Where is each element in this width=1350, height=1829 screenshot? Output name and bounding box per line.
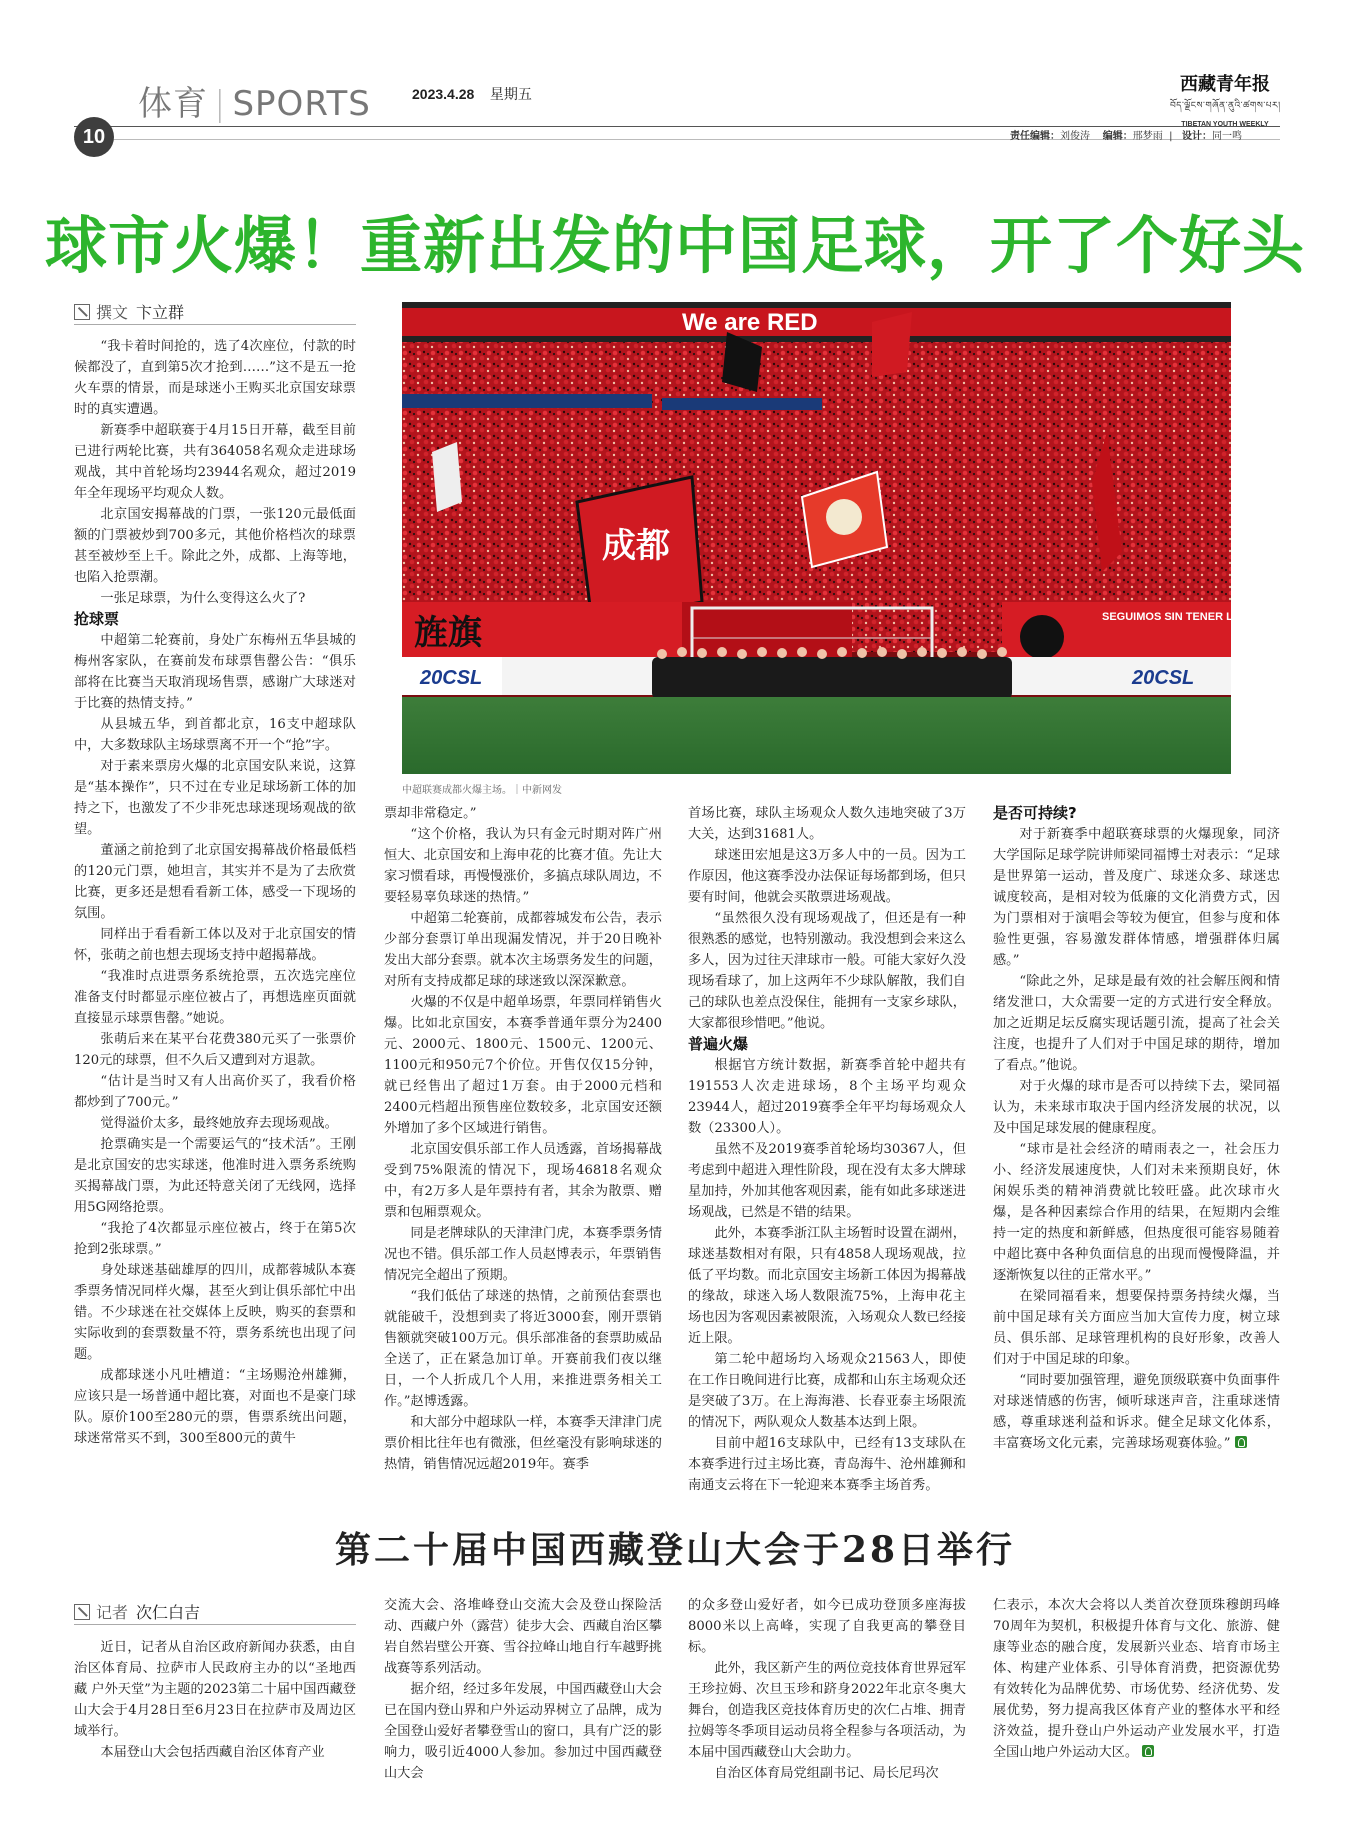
banner-text: We are RED [682,309,818,336]
paragraph: 对于新赛季中超联赛球票的火爆现象，同济大学国际足球学院讲师梁同福博士对表示：“足球是世界第一运动，普及度广、球迷众多、球迷忠诚度较高，是相对较为低廉的文化消费方式，因为门票相对于演唱会等较为便宜，但参与度和体验性更强，容易激发群体情感，增强群体归属感。” [993,827,1280,968]
paragraph: 中超第二轮赛前，身处广东梅州五华县城的梅州客家队，在赛前发布球票售罄公告：“俱乐部将在比赛当天取消现场售票，感谢广大球迷对于比赛的热情支持。” [74,633,356,711]
article2-column-3 [688,1595,966,1784]
paragraph: 本届登山大会包括西藏自治区体育产业 [100,1745,325,1760]
paper-name-cn: 西藏青年报 [1180,74,1270,95]
paragraph: “估计是当时又有人出高价买了，我看价格都炒到了700元。” [74,1074,356,1110]
byline-label: 撰文 [96,303,129,322]
byline [74,300,356,323]
paragraph: 张萌后来在某平台花费380元买了一张票价120元的球票，但不久后又遭到对方退款。 [74,1032,356,1068]
chief-editor-label: 责任编辑： [1010,131,1060,142]
paragraph: 和大部分中超球队一样，本赛季天津津门虎票价相比往年也有微涨，但丝毫没有影响球迷的热情，销售情况远超2019年。赛季 [384,1415,662,1472]
paragraph: 中超第二轮赛前，成都蓉城发布公告，表示少部分套票订单出现漏发情况，并于20日晚补发出大部分套票。就本次主场票务发生的问题，对所有支持成都足球的球迷致以深深歉意。 [384,911,662,989]
chief-editor: 刘俊涛 [1060,131,1090,142]
paragraph: 球迷田宏旭是这3万多人中的一员。因为工作原因，他这赛季没办法保证每场都到场，但只要有时间，他就会买散票进场观战。 [688,848,966,905]
section-title [138,76,371,125]
article-column-4 [993,803,1280,1454]
paragraph: 北京国安揭幕战的门票，一张120元最低面额的门票被炒到700多元，其他价格档次的球票甚至被炒至上千。除此之外，成都、上海等地，也陷入抢票潮。 [74,507,356,585]
banner-right-text: SEGUIMOS SIN TENER LA SANGRE FRÍA [1102,611,1320,623]
svg-text:旌旗: 旌旗 [414,613,482,653]
paragraph: 觉得溢价太多，最终她放弃去现场观战。 [100,1116,338,1131]
date: 2023.4.28 [412,86,475,102]
paragraph: 根据官方统计数据，新赛季首轮中超共有191553人次走进球场，8个主场平均观众23944人，超过2019赛季全年平均每场观众人数（23300人）。 [688,1058,966,1136]
section-en: SPORTS [232,84,371,124]
end-mark-icon [1235,1436,1247,1448]
end-mark-icon [1142,1745,1154,1757]
page-number: 10 [74,117,114,157]
byline-rule [74,324,356,325]
svg-text:成都: 成都 [602,526,670,566]
paragraph: 从县城五华，到首都北京，16支中超球队中，大多数球队主场球票离不开一个“抢”字。 [74,717,356,753]
article-column-3 [688,803,966,1496]
paragraph: 成都球迷小凡吐槽道：“主场赐沧州雄狮，应该只是一场普通中超比赛，对面也不是豪门球队。原价100至280元的票，售票系统出问题，球迷常常买不到，300至800元的黄牛 [74,1368,356,1446]
byline-name: 卞立群 [136,303,185,322]
paragraph-text: “同时要加强管理，避免顶级联赛中负面事件对球迷情感的伤害，倾听球迷声音，注重球迷情感，尊重球迷利益和诉求。健全足球文化体系，丰富赛场文化元素，完善球场观赛体验。” [993,1373,1280,1451]
paragraph: 在梁同福看来，想要保持票务持续火爆，当前中国足球有关方面应当加大宣传力度，树立球员、俱乐部、足球管理机构的良好形象，改善人们对于中国足球的印象。 [993,1289,1280,1367]
byline [74,1600,356,1623]
paragraph [993,1370,1280,1454]
paragraph: 北京国安俱乐部工作人员透露，首场揭幕战受到75%限流的情况下，现场46818名观众中，有2万多人是年票持有者，其余为散票、赠票和包厢票观众。 [384,1142,662,1220]
article2-column-1 [74,1637,356,1763]
paragraph: 火爆的不仅是中超单场票，年票同样销售火爆。比如北京国安，本赛季普通年票分为2400元、2000元、1800元、1500元、1200元、1100元和950元7个价位。开售仅仅15分钟，就已经售出了超过1万套。由于2000元档和2400元档超出预售座位数较多，北京国安还额外增加了多个区域进行销售。 [384,995,662,1136]
byline-label: 记者 [96,1603,129,1622]
byline-rule [74,1624,356,1625]
byline-name: 次仁白吉 [136,1603,201,1622]
paragraph: “虽然很久没有现场观战了，但还是有一种很熟悉的感觉，也特别激动。我没想到会来这么多人，因为过往天津球市一般。可能大家好久没现场看球了，加上这两年不少球队解散，我们自己的球队也差点没保住，能拥有一支家乡球队，大家都很珍惜吧。”他说。 [688,911,966,1031]
designer: 同一鸣 [1211,131,1242,142]
article2-headline: 第二十届中国西藏登山大会于28日举行 [334,1529,1016,1571]
masthead [1170,70,1280,128]
design-label: 设计： [1181,131,1212,142]
section-cn: 体育 [138,84,208,124]
paragraph: 的众多登山爱好者，如今已成功登顶多座海拔8000米以上高峰，实现了自我更高的攀登目标。 [688,1598,966,1655]
pen-icon [74,1604,90,1620]
paragraph: 据介绍，经过多年发展，中国西藏登山大会已在国内登山界和户外运动界树立了品牌，成为全国登山爱好者攀登雪山的窗口，具有广泛的影响力，吸引近4000人参加。参加过中国西藏登山大会 [384,1682,662,1781]
paragraph: 身处球迷基础雄厚的四川，成都蓉城队本赛季票务情况同样火爆，甚至火到让俱乐部忙中出错。不少球迷在社交媒体上反映，购买的套票和实际收到的套票数量不符，票务系统也出现了问题。 [74,1263,356,1362]
article2-column-2 [384,1595,662,1784]
subheading: 普遍火爆 [688,1035,749,1053]
paragraph: 此外，本赛季浙江队主场暂时设置在湖州，球迷基数相对有限，只有4858人现场观战，拉低了平均数。而北京国安主场新工体因为揭幕战的缘故，球迷入场人数限流75%，上海申花主场也因为客观因素被限流，入场观众人数已经接近上限。 [688,1226,966,1346]
article-column-1 [74,336,356,1449]
paper-name-tib: བོད་ལྗོངས་གཞོན་ནུའི་ཚགས་པར། [1170,101,1281,111]
paragraph: 首场比赛，球队主场观众人数久违地突破了3万大关，达到31681人。 [688,806,966,842]
paragraph: 董涵之前抢到了北京国安揭幕战价格最低档的120元门票，她坦言，其实并不是为了去欣赏比赛，更多还是想看看新工体，感受一下现场的氛围。 [74,843,356,921]
article2-column-4 [993,1595,1280,1763]
paragraph: 一张足球票，为什么变得这么火了? [100,591,306,606]
article-headline: 球市火爆！重新出发的中国足球，开了个好头 [44,209,1305,282]
paragraph: 第二轮中超场均入场观众21563人，即使在工作日晚间进行比赛，成都和山东主场观众还是突破了3万。在上海海港、长春亚泰主场限流的情况下，两队观众人数基本达到上限。 [688,1352,966,1430]
paragraph: 同是老牌球队的天津津门虎，本赛季票务情况也不错。俱乐部工作人员赵博表示，年票销售情况完全超出了预期。 [384,1226,662,1283]
stadium-photo [402,302,1320,774]
subheading: 是否可持续? [993,804,1077,822]
paragraph: “这个价格，我认为只有金元时期对阵广州恒大、北京国安和上海申花的比赛才值。先让大家习惯看球，再慢慢涨价，多搞点球队周边，不要轻易辜负球迷的热情。” [384,827,662,905]
paragraph: “球市是社会经济的晴雨表之一，社会压力小、经济发展速度快，人们对未来预期良好，休闲娱乐类的精神消费就比较旺盛。此次球市火爆，是各种因素综合作用的结果，在短期内会维持一定的热度和新鲜感，但热度很可能容易随着中超比赛中各种负面信息的出现而慢慢降温，并逐渐恢复以往的正常水平。” [993,1142,1280,1283]
pen-icon [74,304,90,320]
article-column-2 [384,803,662,1475]
paragraph: 交流大会、洛堆峰登山交流大会及登山探险活动、西藏户外（露营）徒步大会、西藏自治区攀岩自然岩壁公开赛、雪谷拉峰山地自行车越野挑战赛等系列活动。 [384,1598,662,1676]
csl-board-left: 20CSL [420,667,483,689]
paragraph: 票却非常稳定。” [384,806,477,821]
photo-caption: 中超联赛成都火爆主场。｜中新网发 [402,785,562,796]
paragraph: 同样出于看看新工体以及对于北京国安的情怀，张萌之前也想去现场支持中超揭幕战。 [74,927,356,963]
paragraph: 对于火爆的球市是否可以持续下去，梁同福认为，未来球市取决于国内经济发展的状况，以及中国足球发展的健康程度。 [993,1079,1280,1136]
paragraph: 新赛季中超联赛于4月15日开幕，截至目前已进行两轮比赛，共有364058名观众走进球场观战，其中首轮场均23944名观众，超过2019年全年现场平均观众人数。 [74,423,356,501]
paragraph: 对于素来票房火爆的北京国安队来说，这算是“基本操作”，只不过在专业足球场新工体的加持之下，也激发了不少非死忠球迷现场观战的欲望。 [74,759,356,837]
paragraph: 自治区体育局党组副书记、局长尼玛次 [714,1766,939,1781]
paragraph: “我抢了4次都显示座位被占，终于在第5次抢到2张球票。” [74,1221,356,1257]
paragraph [993,1595,1280,1763]
issue-date [412,84,532,104]
paragraph: “我准时点进票务系统抢票，五次选完座位准备支付时都显示座位被占了，再想选座页面就直接显示球票售罄。”她说。 [74,969,356,1026]
editor: 邢梦雨 [1132,131,1163,142]
paragraph: 抢票确实是一个需要运气的“技术活”。王刚是北京国安的忠实球迷，他准时进入票务系统购买揭幕战门票，为此还特意关闭了无线网，选择用5G网络抢票。 [74,1137,356,1215]
subheading: 抢球票 [74,610,120,628]
paragraph: “我们低估了球迷的热情，之前预估套票也就能破千，没想到卖了将近3000套，刚开票销售额就突破100万元。俱乐部准备的套票助威品全送了，正在紧急加订单。开赛前我们夜以继日，一个人折成几个人用，来推进票务相关工作。”赵博透露。 [384,1289,662,1409]
paragraph: 近日，记者从自治区政府新闻办获悉，由自治区体育局、拉萨市人民政府主办的以“圣地西藏 户外天堂”为主题的2023第二十届中国西藏登山大会于4月28日至6月23日在拉萨市及周边区域举行。 [74,1640,356,1739]
editors-line: 责任编辑：刘俊涛 编辑：邢梦雨 | 设计：同一鸣 [1010,131,1242,142]
csl-board-right: 20CSL [1132,667,1195,689]
divider: | [214,84,227,124]
editor-label: 编辑： [1102,131,1133,142]
paragraph: 此外，我区新产生的两位竞技体育世界冠军王珍拉姆、次旦玉珍和跻身2022年北京冬奥大舞台，创造我区竞技体育历史的次仁占堆、拥青拉姆等冬季项目运动员将全程参与各项活动，为本届中国西藏登山大会助力。 [688,1661,966,1760]
paragraph: 虽然不及2019赛季首轮场均30367人，但考虑到中超进入理性阶段，现在没有太多大牌球星加持，外加其他客观因素，能有如此多球迷进场观战，已然是不错的结果。 [688,1142,966,1220]
paragraph-text: 仁表示，本次大会将以人类首次登顶珠穆朗玛峰70周年为契机，积极提升体育与文化、旅游、健康等业态的融合度，发展新兴业态、培育市场主体、构建产业体系、引导体育消费，把资源优势有效转化为品牌优势、市场优势、经济优势、发展优势，努力提高我区体育产业的整体水平和经济效益，提升登山户外运动产业发展水平，打造全国山地户外运动大区。 [993,1598,1280,1760]
paragraph: 目前中超16支球队中，已经有13支球队在本赛季进行过主场比赛，青岛海牛、沧州雄狮和南通支云将在下一轮迎来本赛季主场首秀。 [688,1436,966,1493]
paragraph: “我卡着时间抢的，选了4次座位，付款的时候都没了，直到第5次才抢到……”这不是五一抢火车票的情景，而是球迷小王购买北京国安球票时的真实遭遇。 [74,339,356,417]
weekday: 星期五 [489,87,532,103]
paper-name-en: TIBETAN YOUTH WEEKLY [1181,121,1269,128]
paragraph: “除此之外，足球是最有效的社会解压阀和情绪发泄口，大众需要一定的方式进行安全释放。加之近期足坛反腐实现话题引流，提高了社会关注度，也提升了人们对于中国足球的期待，增加了看点。”他说。 [993,974,1280,1073]
